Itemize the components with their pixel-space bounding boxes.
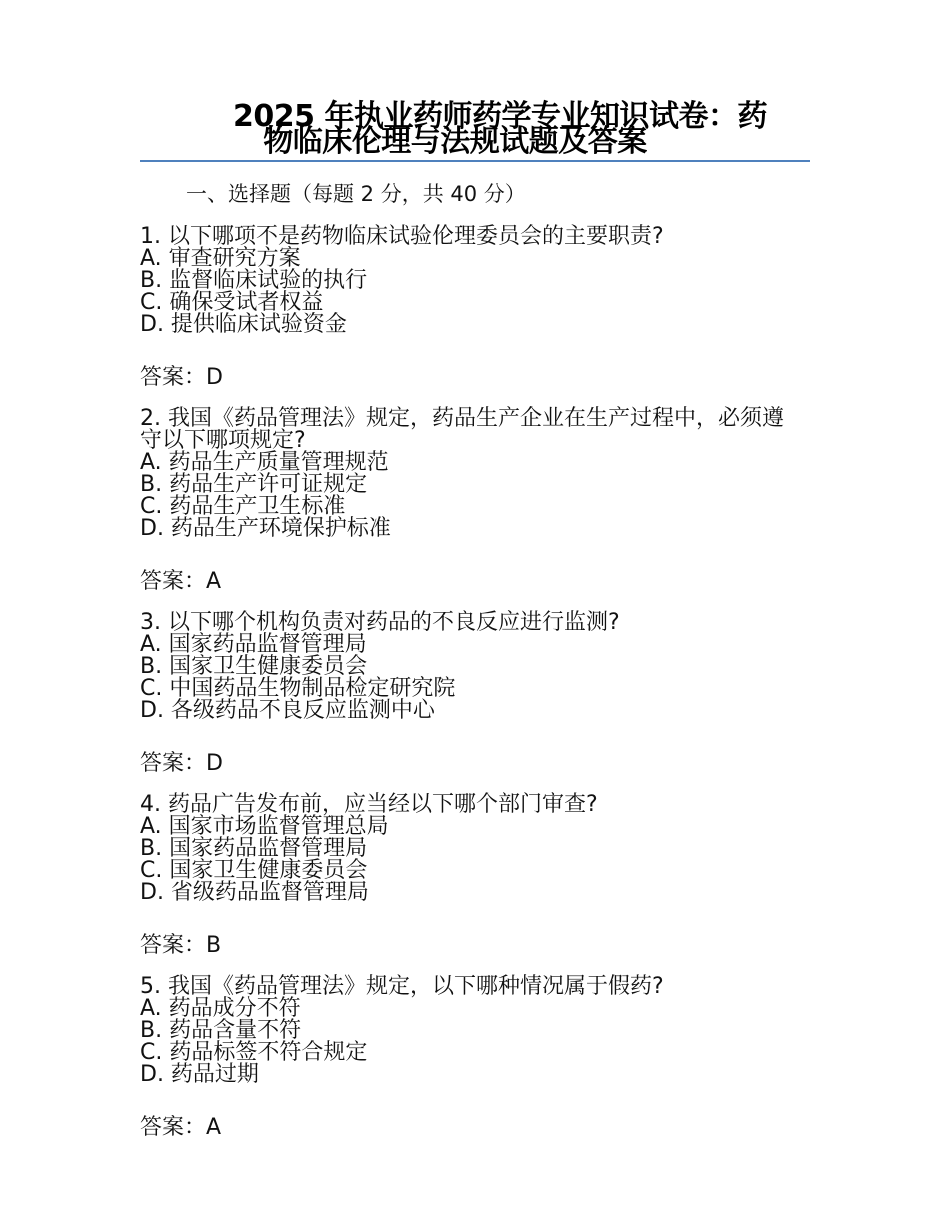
- answer-text: 答案：D: [140, 365, 223, 390]
- answer-text: 答案：A: [140, 569, 222, 594]
- option-c: C. 中国药品生物制品检定研究院: [140, 676, 456, 701]
- section-heading: 一、选择题（每题 2 分，共 40 分）: [186, 182, 526, 206]
- question-stem: 4. 药品广告发布前，应当经以下哪个部门审查?: [140, 792, 598, 817]
- question-1: [140, 226, 820, 392]
- option-b: B. 国家药品监督管理局: [140, 836, 368, 861]
- question-4: [140, 794, 820, 960]
- question-stem: 5. 我国《药品管理法》规定，以下哪种情况属于假药?: [140, 974, 664, 999]
- answer-text: 答案：B: [140, 933, 222, 958]
- option-b: B. 国家卫生健康委员会: [140, 654, 368, 679]
- question-stem: 1. 以下哪项不是药物临床试验伦理委员会的主要职责?: [140, 224, 664, 249]
- option-b: B. 监督临床试验的执行: [140, 268, 368, 293]
- title-line-2: 物临床伦理与法规试题及答案: [263, 124, 647, 159]
- option-b: B. 药品生产许可证规定: [140, 472, 368, 497]
- option-c: C. 药品生产卫生标准: [140, 494, 346, 519]
- option-a: A. 国家药品监督管理局: [140, 632, 367, 657]
- question-3: [140, 612, 820, 778]
- option-c: C. 确保受试者权益: [140, 290, 324, 315]
- question-5: [140, 976, 820, 1142]
- option-d: D. 药品过期: [140, 1062, 259, 1087]
- option-d: D. 各级药品不良反应监测中心: [140, 698, 435, 723]
- option-c: C. 药品标签不符合规定: [140, 1040, 368, 1065]
- question-stem: 2. 我国《药品管理法》规定，药品生产企业在生产过程中，必须遵守以下哪项规定?: [140, 406, 784, 453]
- title-underline: [140, 160, 810, 162]
- option-d: D. 省级药品监督管理局: [140, 880, 369, 905]
- option-d: D. 药品生产环境保护标准: [140, 516, 391, 541]
- title-line-1: 2025 年执业药师药学专业知识试卷：药: [233, 99, 767, 134]
- question-stem: 3. 以下哪个机构负责对药品的不良反应进行监测?: [140, 610, 620, 635]
- answer-text: 答案：D: [140, 751, 223, 776]
- option-a: A. 药品成分不符: [140, 996, 301, 1021]
- option-a: A. 药品生产质量管理规范: [140, 450, 389, 475]
- answer-text: 答案：A: [140, 1115, 222, 1140]
- question-list: [140, 226, 820, 1158]
- option-c: C. 国家卫生健康委员会: [140, 858, 368, 883]
- document-title: [140, 99, 810, 159]
- option-a: A. 国家市场监督管理总局: [140, 814, 389, 839]
- option-d: D. 提供临床试验资金: [140, 312, 347, 337]
- option-a: A. 审查研究方案: [140, 246, 301, 271]
- option-b: B. 药品含量不符: [140, 1018, 302, 1043]
- question-2: [140, 408, 820, 596]
